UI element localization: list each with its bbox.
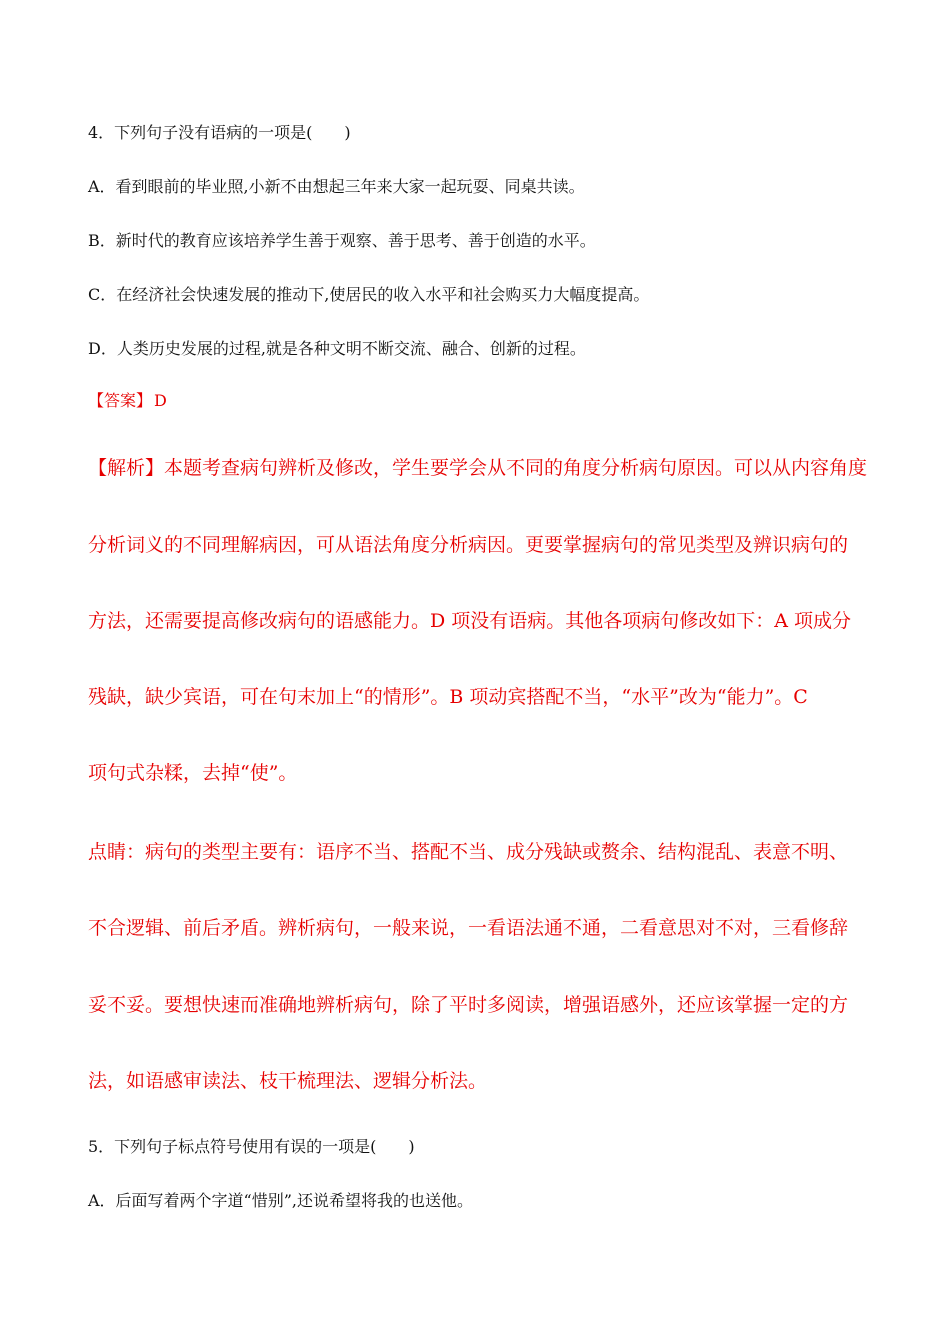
question-5-stem: 5．下列句子标点符号使用有误的一项是( ) xyxy=(88,1137,415,1156)
analysis-line: 残缺，缺少宾语，可在句末加上“的情形”。B 项动宾搭配不当，“水平”改为“能力”。C xyxy=(88,686,808,708)
question-4-stem: 4．下列句子没有语病的一项是( ) xyxy=(88,123,351,142)
tips-line: 法，如语感审读法、枝干梳理法、逻辑分析法。 xyxy=(88,1070,488,1092)
question-5-option-a: A．后面写着两个字道“惜别”,还说希望将我的也送他。 xyxy=(88,1191,474,1210)
question-4-option-d: D．人类历史发展的过程,就是各种文明不断交流、融合、创新的过程。 xyxy=(88,339,586,358)
question-4-option-b: B．新时代的教育应该培养学生善于观察、善于思考、善于创造的水平。 xyxy=(88,231,596,250)
question-4-option-c: C．在经济社会快速发展的推动下,使居民的收入水平和社会购买力大幅度提高。 xyxy=(88,285,650,304)
answer-value: D xyxy=(154,391,167,410)
analysis-line: 【解析】本题考查病句辨析及修改，学生要学会从不同的角度分析病句原因。可以从内容角度 xyxy=(88,457,868,479)
analysis-line: 方法，还需要提高修改病句的语感能力。D 项没有语病。其他各项病句修改如下：A 项成分 xyxy=(88,610,852,632)
tips-line: 妥不妥。要想快速而准确地辨析病句，除了平时多阅读，增强语感外，还应该掌握一定的方 xyxy=(88,994,849,1016)
analysis-line: 分析词义的不同理解病因，可从语法角度分析病因。更要掌握病句的常见类型及辨识病句的 xyxy=(88,534,849,556)
analysis-line: 项句式杂糅，去掉“使”。 xyxy=(88,762,298,784)
tips-line: 点睛：病句的类型主要有：语序不当、搭配不当、成分残缺或赘余、结构混乱、表意不明、 xyxy=(88,841,849,863)
tips-line: 不合逻辑、前后矛盾。辨析病句，一般来说，一看语法通不通，二看意思对不对，三看修辞 xyxy=(88,917,849,939)
answer-label: 【答案】 xyxy=(88,391,153,410)
question-4-option-a: A．看到眼前的毕业照,小新不由想起三年来大家一起玩耍、同桌共读。 xyxy=(88,177,585,196)
answer-line xyxy=(88,388,167,411)
